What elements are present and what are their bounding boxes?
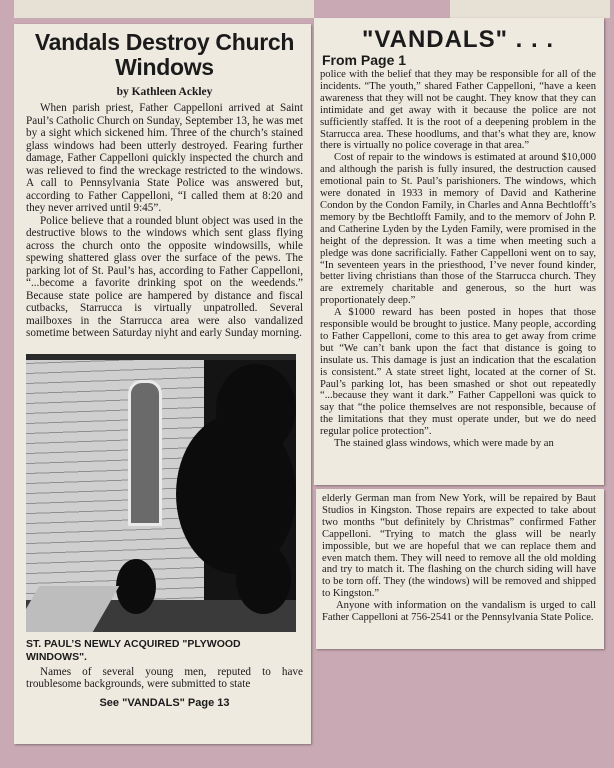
tree-foliage xyxy=(216,364,296,454)
shrub xyxy=(236,544,291,614)
jump-subhead: From Page 1 xyxy=(322,52,407,68)
article-paragraph: A $1000 reward has been posted in hopes that those responsible would be brought to justice. Many people, according to Father Cappelloni, come to this area to get away from crime but “We can’t bank upon the fact that distance is going to insulate us. This damage is just an indication that the escalation is consistent.” A state street light, located at the corner of St. Paul’s parking lot, has been smashed or shot out repeatedly “...because they want it dark.” Father Cappelloni was quick to say that “the police themselves are not responsible, because of the limitations that they must operate under, but we do need regular police protection”. xyxy=(320,307,596,438)
article-paragraph: Anyone with information on the vandalism is urged to call Father Cappelloni at 756-2541 or the Pennsylvania State Police. xyxy=(322,600,596,624)
article-paragraph: elderly German man from New York, will be repaired by Baut Studios in Kingston. Those repairs are expected to take about two months “but definitely by Christmas” confirmed Father Cappelloni. “Trying to match the glass will be nearly impossible, but we are hopeful that we can replace them and even match them. They will need to remove all the old molding and try to match it. The flashing on the church siding will have to be torn off. They (the windows) will be removed and shipped to Kingston.” xyxy=(322,493,596,600)
headline: Vandals Destroy Church Windows xyxy=(34,29,295,80)
paper-edge-left xyxy=(14,0,314,18)
right-clipping-top xyxy=(314,18,604,485)
byline: by Kathleen Ackley xyxy=(116,86,213,98)
church-eave xyxy=(26,354,296,360)
article-paragraph: The stained glass windows, which were made by an xyxy=(334,438,554,450)
article-paragraph: police with the belief that they may be responsible for all of the incidents. “The youth,” shared Father Cappelloni, “have a keen awareness that they will not be caught. They know that they can intimidate and get away with it because the police are not sufficiently staffed. It is the root of a deepening problem in the Starrucca area. These hoodlums, and that’s what they are, know there is virtually no police coverage in that area.” xyxy=(320,69,596,152)
article-paragraph: Cost of repair to the windows is estimated at around $10,000 and although the parish is fully insured, the destruction caused emotional pain to St. Paul’s parishioners. The windows, which were donated in 1933 in memory of David and Katherine Condon by the Condon Family, in Charles and Anna Bechtlofft’s memory by tbe Bechtlofft Family, and to the memorv of John P. and Catherine Lyden by the Lyden Family, were promised in the height of the depression. It was a time when meeting such a pledge was done sacrificially. Father Cappelloni went on to say, “In seventeen years in the priesthood, I’ve never found kinder, better living christians than those of the Starrucca church. They are extremely charitable and generous, so the hurt was proportionately deep.” xyxy=(320,152,596,307)
left-clipping xyxy=(14,24,311,744)
plywood-window xyxy=(128,380,162,526)
article-paragraph: When parish priest, Father Cappelloni arrived at Saint Paul’s Catholic Church on Sunday, September 13, he was met by a sight which sickened him. Three of the church’s stained glass windows had been utterly destroyed. Fearing further damage, Father Cappelloni quickly inspected the church and was relieved to find the wreckage restricted to the windows. A call to Pennsylvania State Police was answered but, according to Father Cappelloni, “I called them at 8:20 and they never arrived until 9:45”. xyxy=(26,102,303,214)
paper-edge-right xyxy=(450,0,610,18)
continued-reference: See "VANDALS" Page 13 xyxy=(99,696,230,709)
shrub xyxy=(116,559,156,614)
article-paragraph: Names of several young men, reputed to have troublesome backgrounds, were submitted to state xyxy=(26,665,303,690)
photo-caption: ST. PAUL’S NEWLY ACQUIRED "PLYWOOD WINDOWS". xyxy=(26,637,241,663)
cut-off-headline xyxy=(66,713,303,723)
article-paragraph: Police believe that a rounded blunt object was used in the destructive blows to the windows which sent glass flying across the church onto the opposite windowsills, while spewing shattered glass over the surface of the pews. The parking lot of St. Paul’s has, according to Father Cappelloni, “...become a favorite drinking spot on the weedends.” Because state police are hampered by distance and fiscal cutbacks, Starrucca is virtually unpatrolled. Several mailboxes in the Starrucca area were also vandalized sometime between Saturday niyht and early Sunday morning. xyxy=(26,214,303,339)
jump-headline: "VANDALS" . . . xyxy=(362,26,554,53)
right-clipping-bottom xyxy=(316,489,604,649)
church-photo xyxy=(26,354,296,632)
